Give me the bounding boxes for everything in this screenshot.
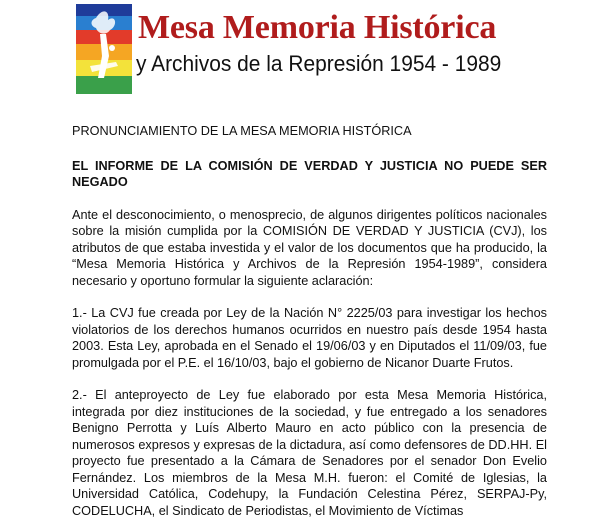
organization-name: Mesa Memoria Histórica xyxy=(138,9,497,46)
paragraph-1: 1.- La CVJ fue creada por Ley de la Nación N° 2225/03 para investigar los hechos violatorios de los derechos humanos ocurridos en nuestro país desde 1954 hasta 2003. Esta Ley, aprobada en el Senado el 19/06/03 y en Diputados el 11/09/03, fue promulgada por el P.E. el 16/10/03, bajo el gobierno de Nicanor Duarte Frutos. xyxy=(72,306,547,370)
organization-logo xyxy=(76,4,132,94)
paragraph-intro: Ante el desconocimiento, o menosprecio, de algunos dirigentes políticos nacionales sobre la misión cumplida por la COMISIÓN DE VERDAD Y JUSTICIA (CVJ), los atributos de que estaba investida y el valor de los documentos que ha producido, la “Mesa Memoria Histórica y Archivos de la Represión 1954-1989”, considera necesario y oportuno formular la siguiente aclaración: xyxy=(72,207,547,288)
document-body xyxy=(72,123,547,519)
document-title: EL INFORME DE LA COMISIÓN DE VERDAD Y JUSTICIA NO PUEDE SER NEGADO xyxy=(72,158,547,189)
document-pretitle: PRONUNCIAMIENTO DE LA MESA MEMORIA HISTÓRICA xyxy=(72,124,412,138)
organization-subtitle: y Archivos de la Represión 1954 - 1989 xyxy=(136,51,502,76)
letterhead xyxy=(76,4,516,100)
paragraph-2: 2.- El anteproyecto de Ley fue elaborado por esta Mesa Memoria Histórica, integrada por diez instituciones de la sociedad, y fue entregado a los senadores Benigno Perrotta y Luís Alberto Mauro en acto público con la presencia de numerosos expresos y expresas de la dictadura, así como defensores de DD.HH. El proyecto fue presentado a la Cámara de Senadores por el senador Don Evelio Fernández. Los miembros de la Mesa M.H. fueron: el Comité de Iglesias, la Universidad Católica, Codehupy, la Fundación Celestina Pérez, SERPAJ-Py, CODELUCHA, el Sindicato de Periodistas, el Movimiento de Víctimas xyxy=(72,388,547,518)
